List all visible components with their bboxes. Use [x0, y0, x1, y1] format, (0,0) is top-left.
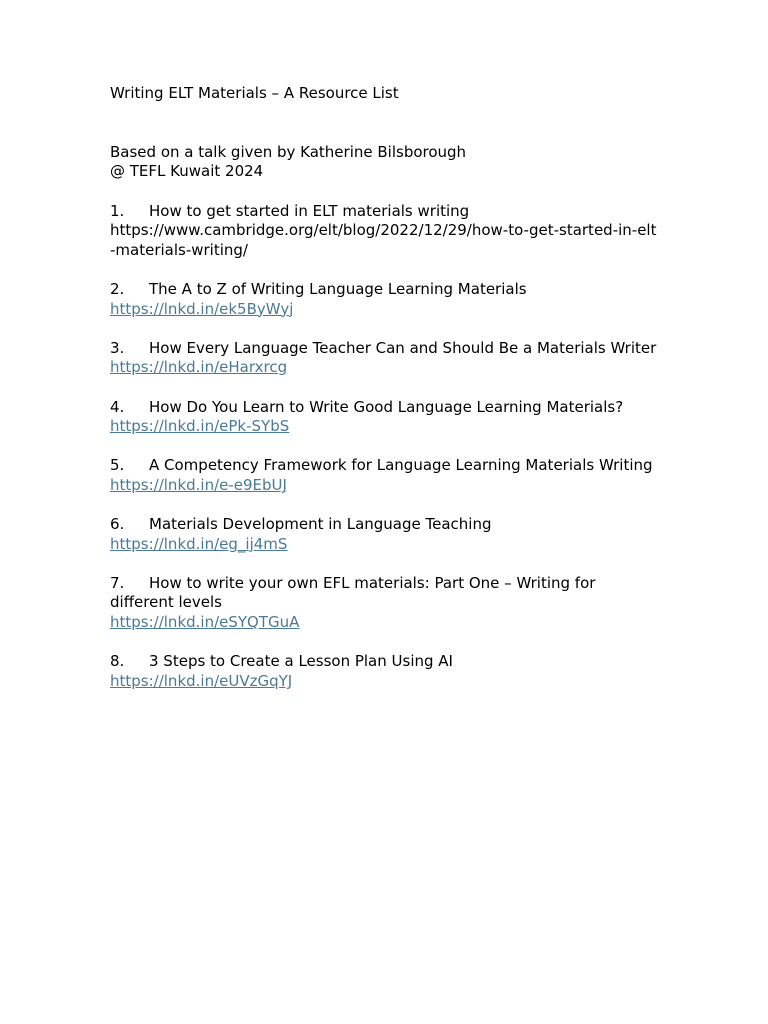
resource-title-line [110, 652, 660, 672]
resource-title-line [110, 515, 660, 535]
resource-link[interactable]: https://lnkd.in/ePk-SYbS [110, 417, 290, 436]
resource-item-2 [110, 280, 660, 319]
resource-number: 8. [110, 652, 125, 671]
resource-title: A Competency Framework for Language Learning Materials Writing [149, 456, 653, 475]
resource-title: 3 Steps to Create a Lesson Plan Using AI [149, 652, 453, 671]
resource-title: How to get started in ELT materials writing [149, 201, 470, 220]
resource-title-line [110, 202, 660, 222]
resource-item-5 [110, 456, 660, 495]
resource-item-1 [110, 202, 660, 261]
resource-title: How Every Language Teacher Can and Should Be a Materials Writer [149, 338, 657, 357]
resource-item-3 [110, 339, 660, 378]
resource-item-4 [110, 398, 660, 437]
resource-title: The A to Z of Writing Language Learning Materials [149, 279, 527, 298]
document-body [110, 84, 660, 711]
resource-item-8 [110, 652, 660, 691]
document-title: Writing ELT Materials – A Resource List [110, 84, 399, 102]
intro-talk-line: Based on a talk given by Katherine Bilsborough [110, 142, 467, 161]
resource-number: 3. [110, 338, 125, 357]
resource-link[interactable]: https://lnkd.in/ek5ByWyj [110, 299, 294, 318]
resource-number: 6. [110, 515, 125, 534]
resource-link[interactable]: https://lnkd.in/e-e9EbUJ [110, 475, 287, 494]
resource-title-line [110, 398, 660, 418]
resource-title-line [110, 280, 660, 300]
resource-title: Materials Development in Language Teaching [149, 515, 492, 534]
resource-item-7 [110, 574, 660, 633]
resource-number: 4. [110, 397, 125, 416]
resource-number: 1. [110, 201, 125, 220]
resource-url-plain: https://www.cambridge.org/elt/blog/2022/12/29/how-to-get-started-in-elt-materials-writing/ [110, 221, 657, 259]
intro-block [110, 143, 660, 182]
resource-link[interactable]: https://lnkd.in/eHarxrcg [110, 358, 288, 377]
resource-link[interactable]: https://lnkd.in/eSYQTGuA [110, 613, 300, 632]
resource-title: How Do You Learn to Write Good Language Learning Materials? [149, 397, 624, 416]
resource-link[interactable]: https://lnkd.in/eg_ij4mS [110, 534, 288, 553]
resource-title: How to write your own EFL materials: Part One – Writing for different levels [110, 573, 596, 612]
resource-title-line [110, 456, 660, 476]
resource-number: 7. [110, 573, 125, 592]
resource-link[interactable]: https://lnkd.in/eUVzGqYJ [110, 671, 293, 690]
resource-title-line [110, 574, 660, 613]
resource-number: 5. [110, 456, 125, 475]
resource-item-6 [110, 515, 660, 554]
resource-title-line [110, 339, 660, 359]
intro-event-line: @ TEFL Kuwait 2024 [110, 162, 264, 181]
resource-number: 2. [110, 279, 125, 298]
